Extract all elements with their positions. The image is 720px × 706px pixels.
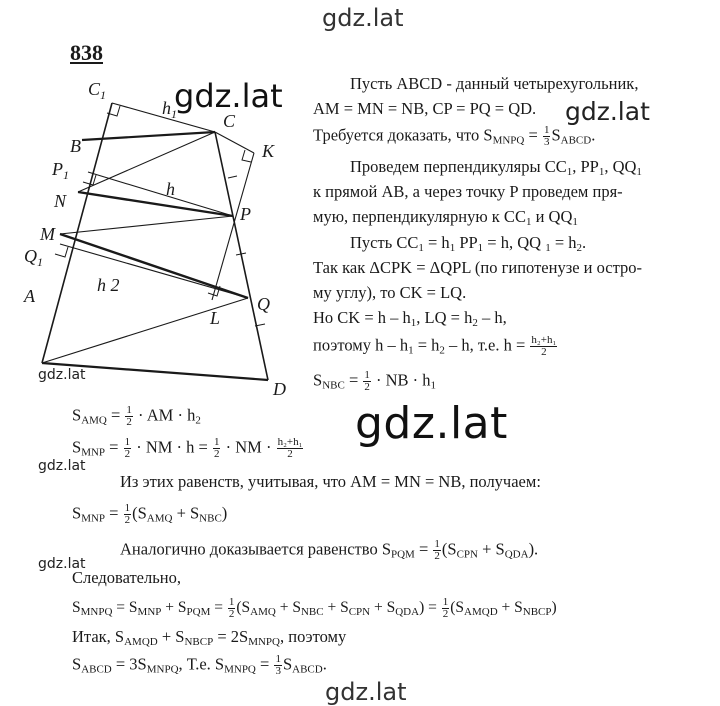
text-line-6: мую, перпендикулярную к $CC_1$ и $QQ_1$: [313, 207, 578, 228]
geometry-figure: [0, 70, 310, 400]
segment-np: [78, 192, 233, 216]
watermark-center-big: gdz.lat: [355, 398, 508, 449]
label-l: L: [210, 308, 221, 328]
segment-mp: [60, 216, 233, 234]
label-k: K: [262, 141, 275, 161]
label-c: C: [223, 111, 236, 131]
watermark-bottom: gdz.lat: [325, 678, 407, 706]
text-line-7: Пусть $CC_1 = h_1$ $PP_1 = h$, QQ $_1 = h_2$.: [350, 233, 587, 254]
text-line-8: Так как ΔCPK = ΔQPL (по гипотенузе и остро-: [313, 258, 643, 277]
text-line-16: $S_{MNP}$ = $\frac{1}{2}$ $(S_{AMQ} + S_{NBC})$: [72, 502, 228, 526]
text-line-20: Итак, $S_{AMQD} + S_{NBCP} = 2S_{MNPQ}$, поэтому: [72, 627, 347, 648]
side-bc: [82, 132, 215, 140]
text-line-18: Следовательно,: [72, 568, 181, 587]
label-a: A: [24, 286, 35, 306]
watermark-left-1: gdz.lat: [38, 367, 86, 383]
label-h: h: [166, 179, 175, 199]
watermark-text-right: gdz.lat: [565, 97, 650, 126]
watermark-top: gdz.lat: [322, 4, 404, 32]
text-line-9: му углу), то CK = LQ.: [313, 283, 467, 302]
label-q1: $Q_1$: [24, 246, 43, 269]
label-p: P: [240, 204, 251, 224]
line-kl: [212, 153, 254, 300]
text-line-19: $S_{MNPQ} = S_{MNP} + S_{PQM}$ = $\frac{1}{2}$ $(S_{AMQ} + S_{NBC} + S_{CPN} + S_{QDA})$ = $\frac{1}{2}$ $(S_{AMQD} + S_{NBCP})$: [72, 596, 557, 620]
text-line-3: Требуется доказать, что $S_{MNPQ}$ = $\frac{1}{3}$ $S_{ABCD}$.: [313, 124, 596, 148]
watermark-diagram: gdz.lat: [174, 77, 283, 115]
text-line-2: AM = MN = NB, CP = PQ = QD.: [313, 99, 537, 118]
text-line-15: Из этих равенств, учитывая, что AM = MN = NB, получаем:: [120, 472, 541, 491]
segment-ck: [215, 132, 254, 153]
label-q: Q: [257, 294, 270, 314]
text-line-5: к прямой AB, а через точку P проведем пря-: [313, 182, 623, 201]
text-line-1: Пусть ABCD - данный четырехугольник,: [350, 74, 639, 93]
text-line-11: поэтому $h - h_1 = h_2 - h$, т.е. h = $\frac{\text{h₂+h₁}}{2}$: [313, 334, 557, 358]
side-cd: [215, 132, 268, 380]
label-n: N: [54, 191, 67, 211]
text-line-21: $S_{ABCD} = 3S_{MNPQ}$, Т.е. $S_{MNPQ}$ = $\frac{1}{3}$ $S_{ABCD}$.: [72, 653, 327, 677]
label-b: B: [70, 136, 81, 156]
label-c1: $C_1$: [88, 79, 107, 102]
watermark-left-3: gdz.lat: [38, 556, 86, 572]
perp-pp1: [88, 172, 233, 216]
text-line-14: $S_{MNP}$ = $\frac{1}{2}$ · NM · h = $\frac{1}{2}$ · NM · $\frac{\text{h₂+h₁}}{2}$: [72, 436, 303, 460]
text-line-4: Проведем перпендикуляры $CC_1$, $PP_1$, $QQ_1$: [350, 157, 642, 178]
text-line-17: Аналогично доказывается равенство $S_{PQM}$ = $\frac{1}{2}$ $(S_{CPN} + S_{QDA})$.: [120, 538, 539, 562]
text-line-12: $S_{NBC}$ = $\frac{1}{2}$ · NB · $h_1$: [313, 369, 437, 393]
text-line-10: Но CK = h – $h_1$, LQ = $h_2$ – h,: [313, 308, 507, 329]
label-p1: $P_1$: [52, 159, 69, 182]
side-da: [42, 363, 268, 380]
watermark-left-2: gdz.lat: [38, 458, 86, 474]
label-h2: h 2: [97, 275, 120, 295]
segment-nc: [78, 132, 215, 192]
label-d: D: [273, 379, 286, 399]
problem-number: 838: [70, 40, 103, 65]
label-m: M: [40, 224, 55, 244]
text-line-13: $S_{AMQ}$ = $\frac{1}{2}$ · AM · $h_2$: [72, 404, 201, 428]
label-h1: $h_1$: [162, 98, 177, 121]
